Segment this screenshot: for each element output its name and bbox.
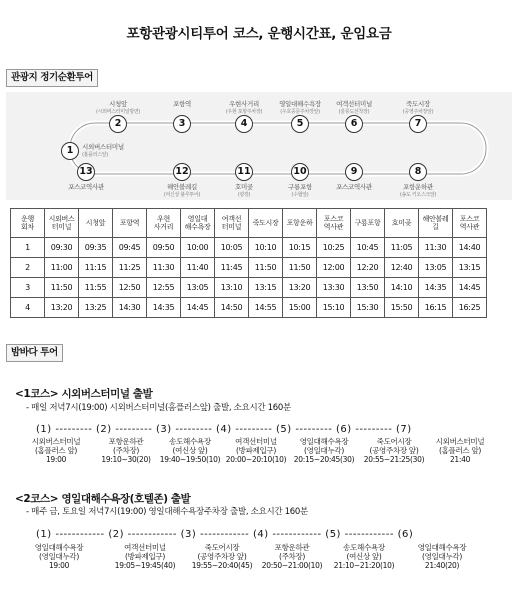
- timetable-cell: 13:15: [249, 278, 283, 298]
- route-stop-number: 4: [235, 115, 253, 133]
- course-stop-time: 19:00: [45, 455, 67, 464]
- course-stop-name: 영일대해수욕장: [34, 543, 84, 552]
- course-stop-name: 송도해수욕장: [169, 437, 211, 446]
- course1-sequence: (1) --------- (2) --------- (3) --------- (4) --------- (5) --------- (6) --------- (7): [36, 424, 412, 435]
- timetable-cell: 13:20: [45, 298, 79, 318]
- timetable-cell: 09:30: [45, 238, 79, 258]
- page-title: 포항관광시티투어 코스, 운행시간표, 운임요금: [126, 26, 392, 42]
- timetable-cell: 10:45: [351, 238, 385, 258]
- timetable-header: 해안볼레 길: [419, 209, 453, 238]
- route-stop-sublabel: (우현 포항주차장): [225, 109, 263, 115]
- route-stop-sublabel: (여신상 불루투어): [163, 192, 201, 198]
- course-stop-name: 시외버스터미널: [435, 437, 485, 446]
- course-stop-time: 20:00~20:10(10): [225, 455, 287, 464]
- course-stop-sub: (영일대누각): [422, 552, 462, 561]
- timetable-cell: 09:45: [113, 238, 147, 258]
- route-stop-label: 호미곶 (광장): [199, 183, 289, 199]
- timetable-cell: 11:30: [419, 238, 453, 258]
- course-stop: [19, 543, 99, 570]
- timetable-cell: 10:25: [317, 238, 351, 258]
- timetable-row: [11, 278, 487, 298]
- route-start-label: 시외버스터미널 (홈플러스앞): [82, 143, 172, 159]
- route-stop-sublabel: (우호중문주차장앞): [280, 109, 320, 115]
- course-stop-sub: (여신상 앞): [346, 552, 382, 561]
- route-stop-sublabel: (송도 키오스크앞): [399, 192, 437, 198]
- course-stop-time: 21:40: [449, 455, 471, 464]
- course-stop: [420, 437, 500, 464]
- course-stop-time: 21:10~21:20(10): [333, 561, 395, 570]
- course-stop-sub: (홈플러스 앞): [34, 446, 78, 455]
- timetable-cell: 14:35: [419, 278, 453, 298]
- course-stop-sub: (여신상 앞): [172, 446, 208, 455]
- course-stop: [324, 543, 404, 570]
- timetable-header: 죽도시장: [249, 209, 283, 238]
- route-stop-sublabel: (광장): [237, 192, 251, 198]
- timetable-cell: 11:00: [45, 258, 79, 278]
- route-stop-label: 해안볼레길 (여신상 불루투어): [137, 183, 227, 199]
- timetable-cell: 14:50: [215, 298, 249, 318]
- timetable-header: 여객선 터미널: [215, 209, 249, 238]
- course-stop-name: 여객선터미널: [235, 437, 277, 446]
- timetable-cell: 10:00: [181, 238, 215, 258]
- course-stop-name: 포항운하관: [274, 543, 310, 552]
- route-stop-label: 포스코역사관: [336, 183, 372, 191]
- timetable-cell: 12:50: [113, 278, 147, 298]
- course2-sequence: (1) ------------ (2) ------------ (3) ------------ (4) ------------ (5) ------------ (6): [36, 529, 414, 540]
- course-stop: [16, 437, 96, 464]
- timetable-cell: 14:30: [113, 298, 147, 318]
- route-stop-number: 1: [61, 142, 79, 160]
- course-stop-sub: (방파제입구): [125, 552, 165, 561]
- timetable-cell: 11:50: [249, 258, 283, 278]
- route-stop-label: 여객선터미널 (울릉도선착장): [309, 100, 399, 116]
- route-stop-number: 8: [409, 163, 427, 181]
- timetable-cell: 14:45: [453, 278, 487, 298]
- route-stop-sublabel: (울릉도선착장): [338, 109, 370, 115]
- course-stop-name: 영일대해수욕장: [417, 543, 467, 552]
- timetable-cell: 16:25: [453, 298, 487, 318]
- route-stop-label: 포항역: [173, 100, 191, 108]
- timetable-cell: 11:15: [79, 258, 113, 278]
- timetable-cell: 11:45: [215, 258, 249, 278]
- timetable-cell: 13:25: [79, 298, 113, 318]
- timetable-cell: 13:10: [215, 278, 249, 298]
- timetable-header: 운행 회차: [11, 209, 45, 238]
- route-stop-number: 6: [345, 115, 363, 133]
- route-stop-label: 시청앞 (시외버스터미널방면): [73, 100, 163, 116]
- timetable-row: [11, 258, 487, 278]
- course-stop-time: 19:55~20:40(45): [191, 561, 253, 570]
- timetable-header: 시외버스 터미널: [45, 209, 79, 238]
- course-stop-sub: (주차장): [278, 552, 306, 561]
- route-stop-number: 12: [173, 163, 191, 181]
- section-tag-regular-tour: 관광지 정기순환투어: [6, 69, 98, 87]
- course-stop-time: 19:05~19:45(40): [114, 561, 176, 570]
- course-stop-time: 19:10~30(20): [101, 455, 151, 464]
- timetable-header: 포항운하: [283, 209, 317, 238]
- timetable-cell: 11:40: [181, 258, 215, 278]
- course-stop: [105, 543, 185, 570]
- course-stop-sub: (홈플러스 앞): [438, 446, 482, 455]
- timetable-cell: 15:30: [351, 298, 385, 318]
- course-stop-time: 20:55~21:25(30): [363, 455, 425, 464]
- timetable-header: 영일대 해수욕장: [181, 209, 215, 238]
- timetable-cell: 13:15: [453, 258, 487, 278]
- timetable-cell: 14:40: [453, 238, 487, 258]
- timetable-cell: 16:15: [419, 298, 453, 318]
- timetable-cell: 2: [11, 258, 45, 278]
- timetable-cell: 11:50: [283, 258, 317, 278]
- course-stop-sub: (공영주차장 앞): [369, 446, 419, 455]
- timetable-row: [11, 238, 487, 258]
- timetable-header: 우현 사거리: [147, 209, 181, 238]
- course-stop: [402, 543, 482, 570]
- route-stop-number: 3: [173, 115, 191, 133]
- timetable-cell: 09:35: [79, 238, 113, 258]
- timetable-cell: 13:30: [317, 278, 351, 298]
- timetable-cell: 1: [11, 238, 45, 258]
- timetable-cell: 15:50: [385, 298, 419, 318]
- timetable-cell: 11:50: [45, 278, 79, 298]
- course-stop-time: 19:40~19:50(10): [159, 455, 221, 464]
- timetable-cell: 09:50: [147, 238, 181, 258]
- course-stop-time: 20:15~20:45(30): [293, 455, 355, 464]
- timetable-header: 포항역: [113, 209, 147, 238]
- timetable-header: 시청앞: [79, 209, 113, 238]
- timetable-cell: 4: [11, 298, 45, 318]
- timetable-cell: 12:40: [385, 258, 419, 278]
- course-stop-name: 송도해수욕장: [343, 543, 385, 552]
- timetable-row: [11, 298, 487, 318]
- route-stop-number: 2: [109, 115, 127, 133]
- course-stop-name: 여객선터미널: [124, 543, 166, 552]
- timetable-cell: 10:05: [215, 238, 249, 258]
- route-start-sublabel: (홈플러스앞): [82, 152, 108, 158]
- timetable-cell: 10:15: [283, 238, 317, 258]
- course-stop: [182, 543, 262, 570]
- course1-title: <1코스> 시외버스터미널 출발: [15, 388, 153, 400]
- course-stop-time: 20:50~21:00(10): [261, 561, 323, 570]
- timetable-cell: 13:05: [419, 258, 453, 278]
- route-stop-number: 10: [291, 163, 309, 181]
- course-stop-name: 포항운하관: [108, 437, 144, 446]
- timetable-header: 포스코 역사관: [317, 209, 351, 238]
- timetable-cell: 11:25: [113, 258, 147, 278]
- route-stop-sublabel: (수협앞): [291, 192, 309, 198]
- course-stop-sub: (공영주차장 앞): [197, 552, 247, 561]
- course2-title: <2코스> 영일대해수욕장(호텔존) 출발: [15, 493, 191, 505]
- course-stop-sub: (영일대누각): [39, 552, 79, 561]
- course-stop-name: 시외버스터미널: [31, 437, 81, 446]
- timetable-cell: 12:00: [317, 258, 351, 278]
- course1-desc: - 매일 저녁7시(19:00) 시외버스터미널(홈플러스앞) 출발, 소요시간 160분: [26, 403, 291, 413]
- route-stop-sublabel: (공영주차장앞): [402, 109, 434, 115]
- course-stop-name: 죽도어시장: [204, 543, 240, 552]
- timetable-cell: 12:20: [351, 258, 385, 278]
- timetable-cell: 13:05: [181, 278, 215, 298]
- route-stop-label: 죽도시장 (공영주차장앞): [373, 100, 463, 116]
- course-stop-name: 죽도어시장: [376, 437, 412, 446]
- timetable-cell: 15:10: [317, 298, 351, 318]
- timetable-cell: 14:45: [181, 298, 215, 318]
- timetable-cell: 14:35: [147, 298, 181, 318]
- timetable-cell: 14:10: [385, 278, 419, 298]
- course-stop-sub: (방파제입구): [236, 446, 276, 455]
- route-stop-number: 13: [77, 163, 95, 181]
- course2-desc: - 매주 금, 토요일 저녁7시(19:00) 영일대해수욕장주차장 출발, 소요시간 160분: [26, 507, 308, 517]
- timetable-header: 호미곶: [385, 209, 419, 238]
- route-stop-sublabel: (시외버스터미널방면): [95, 109, 141, 115]
- timetable-cell: 10:10: [249, 238, 283, 258]
- timetable-cell: 12:55: [147, 278, 181, 298]
- course-stop-name: 영일대해수욕장: [299, 437, 349, 446]
- timetable-cell: 11:55: [79, 278, 113, 298]
- timetable-cell: 14:55: [249, 298, 283, 318]
- route-stop-label: 포항운하관 (송도 키오스크앞): [373, 183, 463, 199]
- course-stop-time: 21:40(20): [424, 561, 460, 570]
- timetable-cell: 3: [11, 278, 45, 298]
- course-stop-sub: (영일대누각): [304, 446, 344, 455]
- route-stop-label: 영일대해수욕장 (우호중문주차장앞): [255, 100, 345, 116]
- route-stop-number: 9: [345, 163, 363, 181]
- route-stop-label: 구룡포항 (수협앞): [255, 183, 345, 199]
- timetable-cell: 15:00: [283, 298, 317, 318]
- route-stop-number: 11: [235, 163, 253, 181]
- section-tag-night-tour: 밤바다 투어: [6, 344, 63, 362]
- route-stop-number: 7: [409, 115, 427, 133]
- route-stop-number: 5: [291, 115, 309, 133]
- timetable-header: 포스코 역사관: [453, 209, 487, 238]
- course-stop: [284, 437, 364, 464]
- route-stop-label: 포스코역사관: [68, 183, 104, 191]
- timetable: [10, 208, 487, 318]
- route-stop-label: 우현사거리 (우현 포항주차장): [199, 100, 289, 116]
- course-stop-sub: (주차장): [112, 446, 140, 455]
- timetable-cell: 13:20: [283, 278, 317, 298]
- timetable-cell: 11:30: [147, 258, 181, 278]
- course-stop: [252, 543, 332, 570]
- timetable-cell: 11:05: [385, 238, 419, 258]
- timetable-cell: 13:50: [351, 278, 385, 298]
- timetable-header: 구룡포항: [351, 209, 385, 238]
- course-stop-time: 19:00: [48, 561, 70, 570]
